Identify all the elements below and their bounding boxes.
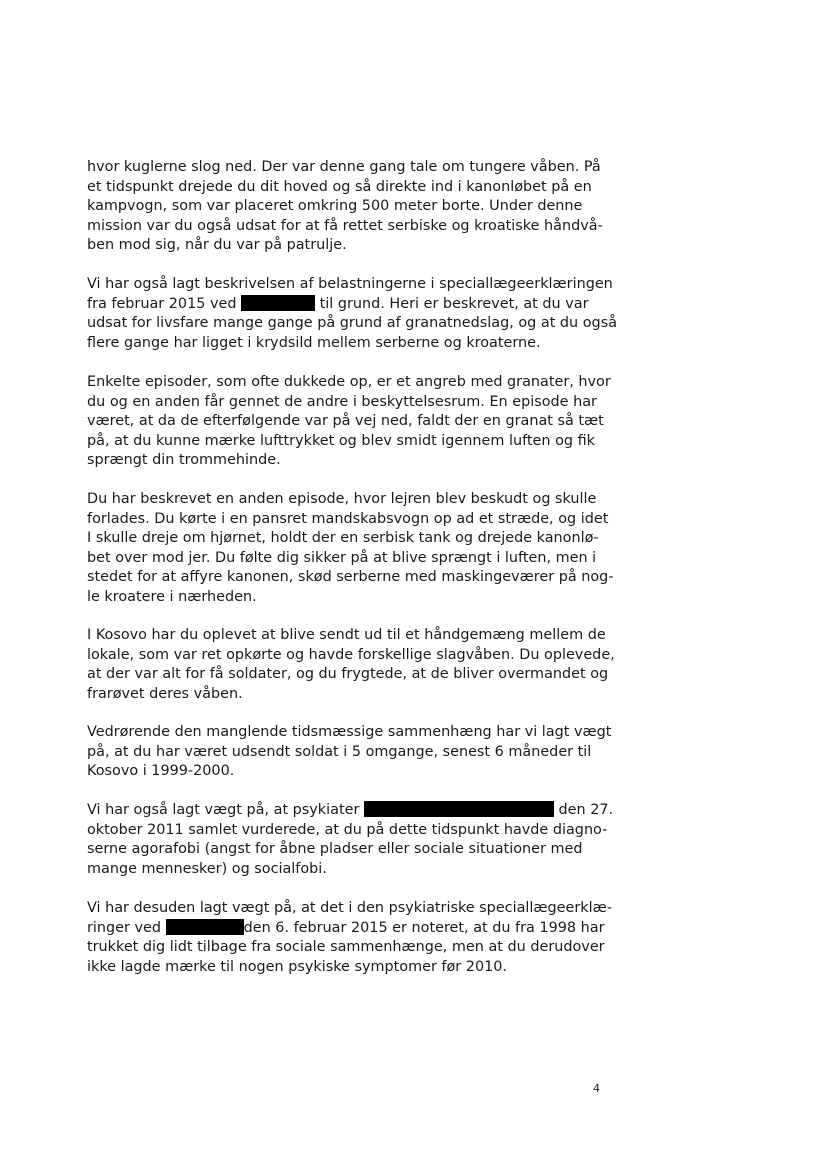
text-line: I skulle dreje om hjørnet, holdt der en serbisk tank og drejede kanonlø- [87,530,599,546]
text-line: ikke lagde mærke til nogen psykiske symptomer før 2010. [87,958,507,975]
text-segment: Vi har også lagt vægt på, at psykiater [87,802,364,818]
text-line: trukket dig lidt tilbage fra sociale sammenhænge, men at du derudover [87,939,605,955]
text-line: på, at du har været udsendt soldat i 5 omgange, senest 6 måneder til [87,743,592,760]
paragraph-5 [87,626,615,704]
text-segment: den 27. [553,802,614,818]
paragraph-7 [87,801,614,879]
text-line: bet over mod jer. Du følte dig sikker på at blive sprængt i luften, men i [87,549,597,566]
paragraph-3 [87,373,611,471]
text-line: flere gange har ligget i krydsild mellem serberne og kroaterne. [87,334,541,351]
text-line: Du har beskrevet en anden episode, hvor lejren blev beskudt og skulle [87,491,597,507]
text-line: mange mennesker) og socialfobi. [87,860,327,877]
text-segment: til grund. Heri er beskrevet, at du var [315,295,589,312]
text-line: kampvogn, som var placeret omkring 500 meter borte. Under denne [87,198,583,214]
text-segment: fra februar 2015 ved [87,295,242,312]
text-line: Kosovo i 1999-2000. [87,763,235,779]
text-line: serne agorafobi (angst for åbne pladser eller sociale situationer med [87,841,583,857]
text-line: Vi har desuden lagt vægt på, at det i den psykiatriske speciallægeerklæ- [87,900,612,916]
text-line: lokale, som var ret opkørte og havde forskellige slagvåben. Du oplevede, [87,646,615,663]
text-segment: den 6. februar 2015 er noteret, at du fra 1998 har [243,919,605,936]
text-line: forlades. Du kørte i en pansret mandskabsvogn op ad et stræde, og idet [87,510,609,527]
text-line: le kroatere i nærheden. [87,588,257,605]
text-line: på, at du kunne mærke lufttrykket og blev smidt igennem luften og fik [87,432,595,449]
text-line [87,919,607,939]
page-number: 4 [593,1082,600,1095]
text-line [87,801,614,821]
paragraph-8 [87,899,612,977]
text-line: sprængt din trommehinde. [87,452,281,468]
text-line: Vedrørende den manglende tidsmæssige sammenhæng har vi lagt vægt [87,724,612,740]
text-line: hvor kuglerne slog ned. Der var denne gang tale om tungere våben. På [87,159,601,175]
text-line: I Kosovo har du oplevet at blive sendt ud til et håndgemæng mellem de [87,627,606,643]
redaction-block [241,295,315,311]
text-segment: ringer ved [87,919,166,936]
text-line: at der var alt for få soldater, og du frygtede, at de bliver overmandet og [87,666,609,682]
text-line: stedet for at affyre kanonen, skød serberne med maskingeværer på nog- [87,569,614,585]
text-line: du og en anden får gennet de andre i beskyttelsesrum. En episode har [87,393,597,410]
text-line: oktober 2011 samlet vurderede, at du på dette tidspunkt havde diagno- [87,821,608,838]
text-line: været, at da de efterfølgende var på vej ned, faldt der en granat så tæt [87,413,604,429]
text-line: Vi har også lagt beskrivelsen af belastningerne i speciallægeerklæringen [87,276,613,292]
text-line: et tidspunkt drejede du dit hoved og så direkte ind i kanonløbet på en [87,178,592,195]
paragraph-6 [87,723,612,782]
paragraph-4 [87,490,614,607]
redaction-block [364,801,554,817]
text-line [87,295,607,315]
text-line: mission var du også udsat for at få rettet serbiske og kroatiske håndvå- [87,217,603,234]
text-line: udsat for livsfare mange gange på grund af granatnedslag, og at du også [87,315,618,331]
text-line: Enkelte episoder, som ofte dukkede op, er et angreb med granater, hvor [87,374,611,390]
text-line: ben mod sig, når du var på patrulje. [87,237,347,253]
text-line: frarøvet deres våben. [87,685,243,702]
paragraph-2 [87,275,618,353]
paragraph-1 [87,158,607,256]
redaction-block [166,919,244,935]
